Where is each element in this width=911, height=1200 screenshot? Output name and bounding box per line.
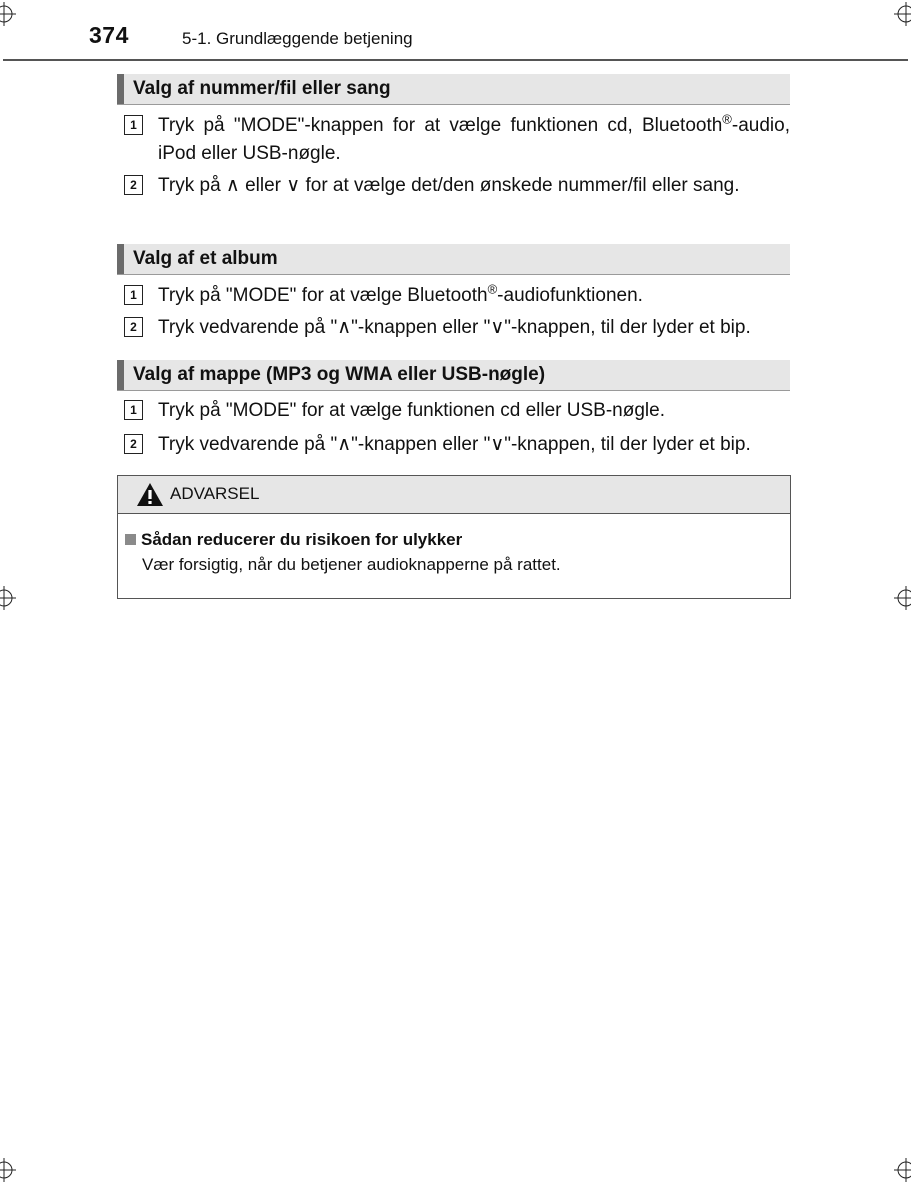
running-head: 5-1. Grundlæggende betjening [182,29,413,48]
section-heading [117,74,790,105]
step-number: 1 [124,285,143,305]
warning-box [117,475,791,599]
section-heading [117,360,790,391]
step-item [124,172,790,200]
warning-subheading [125,530,462,550]
section-title: Valg af mappe (MP3 og WMA eller USB-nøgle) [133,364,546,385]
square-bullet-icon [125,534,136,545]
step-item [124,431,790,459]
step-text-part: Tryk på "MODE"-knappen for at vælge funktionen cd, Bluetooth [158,115,723,136]
step-item [124,397,790,425]
section-title: Valg af nummer/fil eller sang [133,78,391,99]
step-number: 1 [124,115,143,135]
section-heading [117,244,790,275]
crop-mark-mid-right [894,586,911,610]
warning-title: ADVARSEL [170,484,260,503]
step-number: 1 [124,400,143,420]
crop-mark-mid-left [0,586,16,610]
warning-body: Vær forsigtig, når du betjener audioknapperne på rattet. [142,555,561,574]
warning-header [118,476,790,514]
crop-mark-top-left [0,2,16,26]
crop-mark-top-right [894,2,911,26]
step-text [158,282,790,310]
registered-mark: ® [487,281,498,297]
section-title: Valg af et album [133,248,278,269]
step-number: 2 [124,434,143,454]
page-number: 374 [89,22,129,48]
warning-triangle-icon [136,482,164,507]
step-text-part: -audiofunktionen. [497,285,643,306]
warning-subheading-text: Sådan reducerer du risikoen for ulykker [141,530,463,549]
section-heading-bar [117,74,124,104]
step-item [124,314,790,342]
step-text: Tryk på ∧ eller ∨ for at vælge det/den ønskede nummer/fil eller sang. [158,175,740,196]
step-text-part: Tryk på "MODE" for at vælge Bluetooth [158,285,488,306]
crop-mark-bottom-right [894,1158,911,1182]
step-text: Tryk på "MODE" for at vælge funktionen cd eller USB-nøgle. [158,400,665,421]
registered-mark: ® [722,111,732,127]
step-text [158,112,790,168]
step-number: 2 [124,317,143,337]
step-item [124,282,790,310]
step-text: Tryk vedvarende på "∧"-knappen eller "∨"-knappen, til der lyder et bip. [158,317,751,338]
header-rule [3,59,908,61]
step-item [124,112,790,168]
crop-mark-bottom-left [0,1158,16,1182]
step-text: Tryk vedvarende på "∧"-knappen eller "∨"-knappen, til der lyder et bip. [158,434,751,455]
step-text-part: -audio, iPod eller USB-nøgle. [158,115,790,164]
section-heading-bar [117,360,124,390]
section-heading-bar [117,244,124,274]
step-number: 2 [124,175,143,195]
